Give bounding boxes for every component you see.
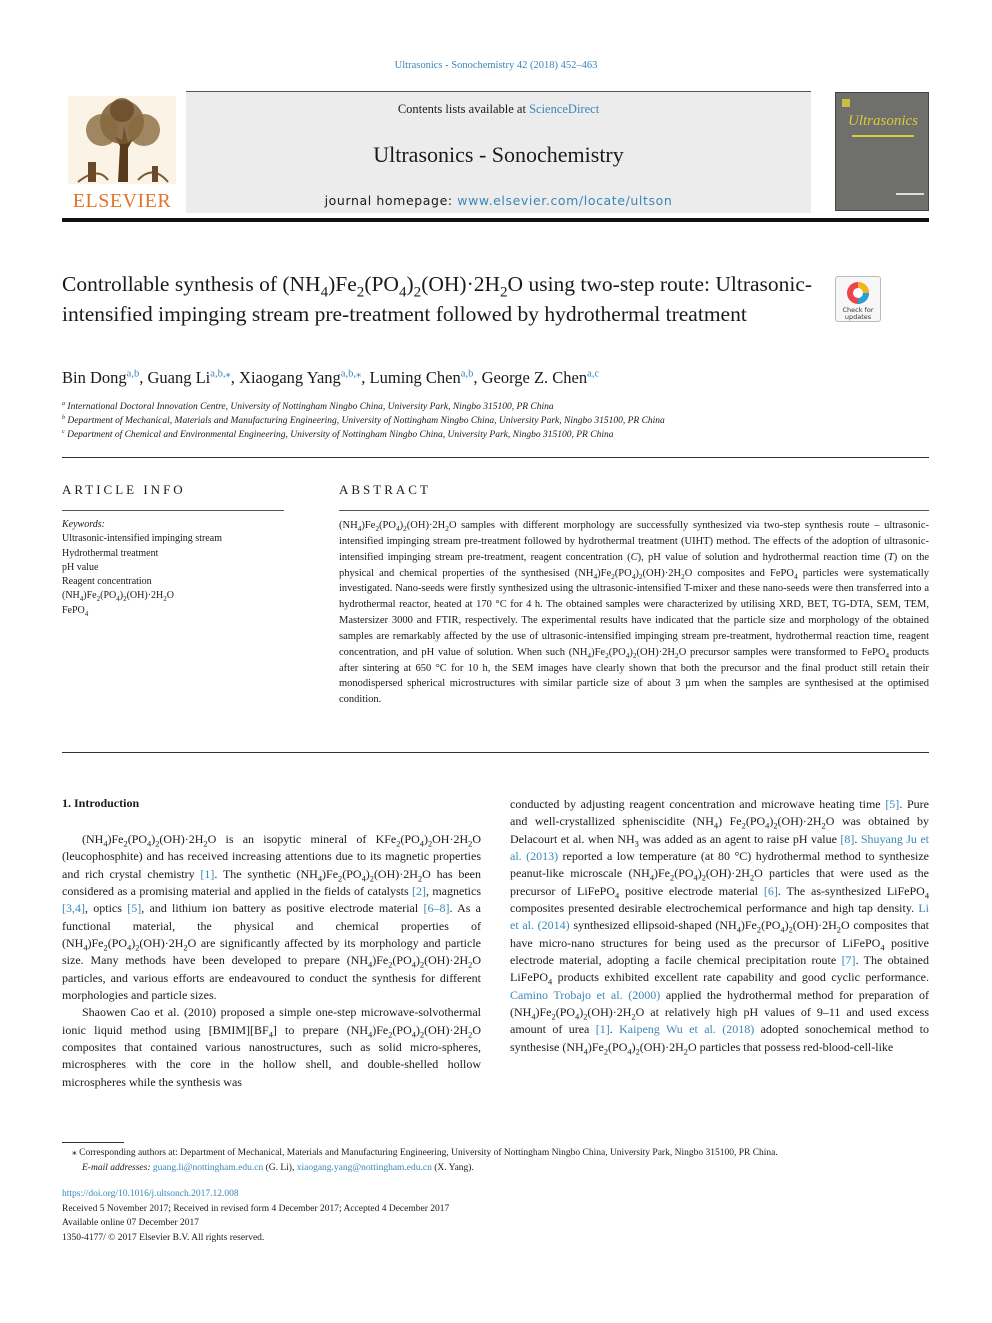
author[interactable]: George Z. Chen$^{a,c}$ [481, 368, 600, 387]
citation-link[interactable]: [7] [841, 953, 856, 968]
affiliation: $^b$ Department of Mechanical, Materials and Manufacturing Engineering, University of Nottingham Ningbo China, University Park, Ningbo 315100, PR China [62, 414, 665, 426]
citation-link[interactable]: Li et al. (2014) [510, 901, 929, 933]
keyword: Hydrothermal treatment [62, 547, 159, 559]
citation-link[interactable]: [5] [127, 901, 142, 916]
journal-title: Ultrasonics - Sonochemistry [373, 142, 624, 167]
abstract-heading: ABSTRACT [339, 482, 431, 497]
keywords-label: Keywords: [62, 519, 105, 530]
affiliation: $^a$ International Doctoral Innovation Centre, University of Nottingham Ningbo China, University Park, Ningbo 315100, PR China [62, 400, 554, 412]
citation-link[interactable]: [6] [763, 883, 778, 898]
header-rule [62, 218, 929, 222]
citation-link[interactable]: [6–8] [423, 901, 450, 916]
footnotes [62, 1146, 929, 1176]
keyword: $(NH_4)Fe_2(PO_4)_2(OH)\cdot 2H_2O$ [62, 590, 174, 604]
author[interactable]: Bin Dong$^{a,b}$ [62, 368, 140, 387]
contents-line [186, 102, 811, 117]
section-rule [62, 510, 284, 511]
online-date: Available online 07 December 2017 [62, 1218, 199, 1228]
body-column-right [510, 796, 929, 1056]
abstract-text: $(NH_4)Fe_2(PO_4)_2(OH)\cdot 2H_2O$ samples with different morphology are successfully synthesized via two-step synthesis route – ultrasonic-intensified impinging stream pre-treatment followed by hydrothermal treatment (UIHT) method. The effects of the adoption of ultrasonic-intensified impinging stream pre-treatment, reagent concentration (C), pH value of solution and hydrothermal reaction time (T) on the physical and chemical properties of the synthesised $(NH_4)Fe_2(PO_4)_2(OH)\cdot 2H_2O$ composites and FePO$_4$ particles were systematically investigated. Nano-seeds were firstly synthesized using the ultrasonic-intensified T-mixer and these nano-seeds were then transferred into a hydrothermal reactor, heated at 170 °C for 4 h. The obtained samples were characterized by utilising XRD, BET, TG-DTA, SEM, TEM, Mastersizer 3000 and FTIR, respectively. The experimental results have indicated that the particle size and morphology of the obtained samples are remarkably affected by the use of ultrasonic-intensified impinging stream pre-treatment, hydrothermal reaction time, reagent concentration, and pH value of solution. When such $(NH_4)Fe_2(PO_4)_2(OH)\cdot 2H_2O$ precursor samples were transformed to FePO$_4$ products after sintering at 650 °C for 10 h, the SEM images have clearly shown that both the precursor and the final product still retain their monodispersed spherical microstructures with similar particle size of about 3 µm when the samples are synthesised at the optimised condition. [339, 520, 929, 706]
keyword: pH value [62, 561, 99, 573]
keyword: FePO$_4$ [62, 604, 89, 618]
citation-link[interactable]: Kaipeng Wu et al. (2018) [619, 1022, 755, 1037]
paragraph: Shaowen Cao et al. (2010) proposed a simple one-step microwave-solvothermal ionic liquid method using $[BMIM][BF_4]$ to prepare $(NH_4)Fe_2(PO_4)_2(OH)\cdot 2H_2O$ composites that contained various nanostructures, such as solid micro-spheres, microspheres with the core in the hollow shell, and double-shelled hollow microspheres while the synthesis was [62, 1005, 481, 1089]
check-for-updates-button[interactable] [835, 276, 881, 322]
email-note: E-mail addresses: guang.li@nottingham.edu.cn (G. Li), xiaogang.yang@nottingham.edu.cn (X. Yang). [82, 1163, 474, 1173]
journal-reference[interactable]: Ultrasonics - Sonochemistry 42 (2018) 452–463 [394, 60, 598, 71]
body-column-left [62, 831, 481, 1091]
keyword: Ultrasonic-intensified impinging stream [62, 533, 222, 545]
paragraph: $(NH_4)Fe_2(PO_4)_2(OH)\cdot 2H_2O$ is an isopytic mineral of $KFe_2(PO_4)_2OH\cdot 2H_2O$ (leucophosphite) and has received increasing attentions due to its magnetic properties and rich crystal chemistry [1]. The synthetic $(NH_4)Fe_2(PO_4)_2(OH)\cdot 2H_2O$ has been considered as a promising material and applied in the fields of catalysts [2], magnetics [3,4], optics [5], and lithium ion battery as positive electrode material [6–8]. As a functional material, the physical and chemical properties of $(NH_4)Fe_2(PO_4)_2(OH)\cdot 2H_2O$ are significantly affected by its morphology and particle size. Many methods have been developed to prepare $(NH_4)Fe_2(PO_4)_2(OH)\cdot 2H_2O$ particles, and various efforts are endeavoured to conduct the synthesis for different morphologies and particle sizes. [62, 832, 482, 1003]
homepage-prefix: journal homepage: [324, 193, 458, 208]
cover-divider [852, 135, 914, 137]
citation-link[interactable]: Shuyang Ju et al. (2013) [510, 831, 930, 864]
author[interactable]: Xiaogang Yang$^{a,b,⁎}$ [239, 368, 362, 387]
citation-link[interactable]: [1] [200, 866, 215, 881]
check-updates-label: Check for updates [842, 306, 874, 321]
section-rule [62, 752, 929, 753]
sciencedirect-link[interactable]: ScienceDirect [529, 102, 600, 116]
corresponding-author-note: ⁎ Corresponding authors at: Department of Mechanical, Materials and Manufacturing Engineering, University of Nottingham Ningbo China, University Park, Ningbo 315100, PR China. [72, 1148, 778, 1158]
received-dates: Received 5 November 2017; Received in revised form 4 December 2017; Accepted 4 December 2017 [62, 1203, 450, 1214]
email-link[interactable]: xiaogang.yang@nottingham.edu.cn [296, 1163, 432, 1173]
elsevier-logo[interactable] [62, 92, 182, 212]
citation-link[interactable]: [5] [885, 797, 900, 811]
homepage-link[interactable]: www.elsevier.com/locate/ultson [457, 193, 673, 208]
publisher-name: ELSEVIER [72, 190, 172, 212]
citation-link[interactable]: Camino Trobajo et al. (2000) [510, 987, 661, 1002]
journal-header [186, 92, 811, 213]
check-updates-icon [846, 281, 870, 305]
contents-prefix: Contents lists available at [397, 102, 530, 116]
author[interactable]: Luming Chen$^{a,b}$ [369, 368, 474, 387]
publication-info [62, 1187, 929, 1245]
cover-divider [896, 193, 924, 195]
homepage-line [186, 193, 811, 208]
article-title: Controllable synthesis of $(NH_4)Fe_2(PO_4)_2(OH)\cdot 2H_2O$ using two-step route: Ultrasonic-intensified impinging stream pre-treatment followed by hydrothermal treatment [62, 272, 813, 326]
email-link[interactable]: guang.li@nottingham.edu.cn [152, 1163, 264, 1173]
keywords [62, 518, 284, 618]
copyright: 1350-4177/ © 2017 Elsevier B.V. All rights reserved. [62, 1232, 265, 1243]
author[interactable]: Guang $Li^{a,b,⁎}$ [147, 368, 231, 387]
citation-link[interactable]: [8] [840, 831, 855, 846]
cover-badge-icon [842, 99, 850, 107]
citation-link[interactable]: [3,4] [62, 901, 85, 916]
affiliation: $^c$ Department of Chemical and Environmental Engineering, University of Nottingham Ningbo China, University Park, Ningbo 315100, PR China [62, 428, 614, 440]
doi-link[interactable]: https://doi.org/10.1016/j.ultsonch.2017.12.008 [62, 1189, 239, 1199]
elsevier-tree-icon [68, 96, 176, 184]
section-heading-introduction: 1. Introduction [62, 796, 140, 810]
author-list: Bin Dong$^{a,b}$, Guang $Li^{a,b,⁎}$, Xiaogang Yang$^{a,b,⁎}$, Luming Chen$^{a,b}$, George Z. Chen$^{a,c}$ [62, 368, 600, 387]
keyword: Reagent concentration [62, 576, 152, 588]
cover-title: Ultrasonics [847, 113, 918, 129]
footnote-rule [62, 1142, 124, 1143]
paragraph: conducted by adjusting reagent concentration and microwave heating time [5]. Pure and well-crystallized spheniscidite $(NH_4)$ $Fe_2(PO_4)_2(OH)\cdot 2H_2O$ was obtained by Delacourt et al. when $NH_3$ was added as an agent to raise pH value [8]. Shuyang Ju et al. (2013) reported a low temperature (at 80 °C) hydrothermal method to synthesize peanut-like microscale $(NH_4)Fe_2(PO_4)_2(OH)\cdot 2H_2O$ particles that were used as the precursor of LiFePO$_4$ positive electrode material [6]. The as-synthesized LiFePO$_4$ composites presented desirable electrochemical performance and high tap density. Li et al. (2014) synthesized ellipsoid-shaped $(NH_4)Fe_2(PO_4)_2(OH)\cdot 2H_2O$ composites that have micro-nano structures for being used as the precursor of LiFePO$_4$ positive electrode material, adopting a facile chemical precipitation route [7]. The obtained LiFePO$_4$ products exhibited excellent rate capability and good cyclic performance. Camino Trobajo et al. (2000) applied the hydrothermal method for preparation of $(NH_4)Fe_2(PO_4)_2(OH)\cdot 2H_2O$ at relatively high pH values of 9–11 and used excess amount of urea [1]. Kaipeng Wu et al. (2018) adopted sonochemical method to synthesise $(NH_4)Fe_2(PO_4)_2(OH)\cdot 2H_2O$ particles that possess red-blood-cell-like [510, 797, 930, 1057]
citation-link[interactable]: [1] [595, 1022, 610, 1037]
citation-link[interactable]: [2] [412, 884, 426, 899]
journal-cover-image[interactable] [835, 92, 929, 211]
section-rule [62, 457, 929, 458]
article-info-heading: ARTICLE INFO [62, 482, 186, 497]
section-rule [339, 510, 929, 511]
